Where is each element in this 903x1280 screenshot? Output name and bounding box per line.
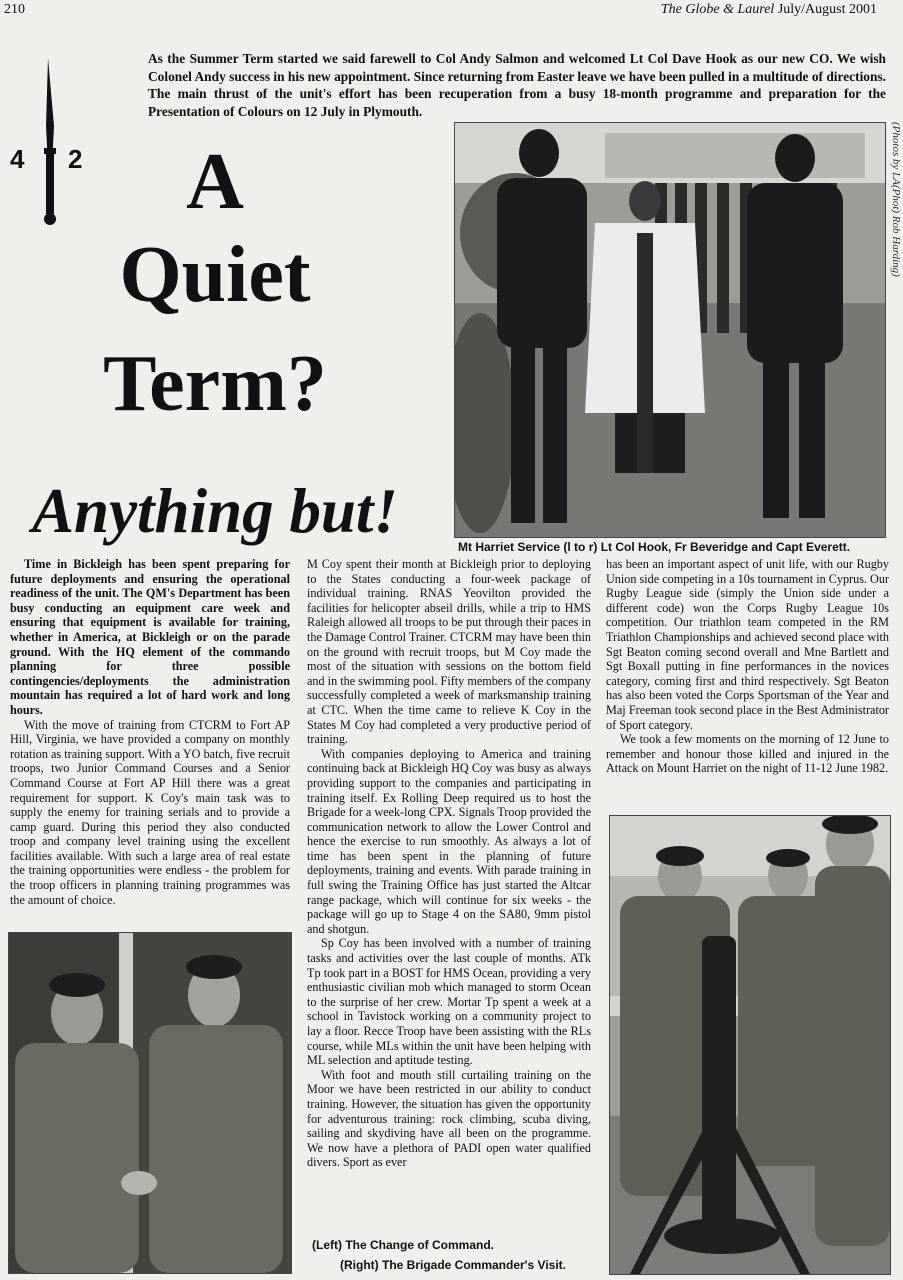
- col2-para-3: Sp Coy has been involved with a number of training tasks and activities over the last couple of months. ATk Tp took part in a BOST for HMS Ocean, providing a very enthusiastic civilian mob which managed to storm Ocean to the surprise of her crew. Mortar Tp spent a week at a school in Tavistock working on a community project to lay a floor. Recce Troop have been assisting with the RLs course, while MLs within the unit have been helping with ML selection and aptitude testing.: [307, 936, 591, 1068]
- headline-line-4: Anything but!: [32, 476, 398, 546]
- issue-date: July/August 2001: [777, 2, 877, 17]
- magazine-title: The Globe & Laurel: [660, 2, 775, 17]
- page-number: 210: [4, 2, 25, 17]
- badge-number-left: 4: [10, 144, 25, 174]
- caption-right-photo: (Right) The Brigade Commander's Visit.: [340, 1258, 566, 1272]
- caption-left-photo: (Left) The Change of Command.: [312, 1238, 494, 1252]
- column-2: [307, 557, 591, 1170]
- col2-para-2: With companies deploying to America and training continuing back at Bickleigh HQ Coy was busy as always providing support to the companies and participating in training itself. Ex Rolling Deep required us to host the Brigade for a week-long CPX. Signals Troop provided the communication network to allow the Lower Control and hence the exercise to run smoothly. As always a lot of time has been spent in the planning of future deployments, training and events. With parade training in full swing the Training Office has just started the Altcar range package, which will continue for six weeks - the package will go up to Stage 4 on the SA80, 9mm pistol and shotgun.: [307, 746, 592, 936]
- col1-para-1: Time in Bickleigh has been spent preparing for future deployments and ensuring the operational readiness of the unit. The QM's Department has been busy conducting an equipment care week and ensuring that equipment is available for training, whether in America, at Bickleigh or on the parade ground. With the HQ element of the commando planning for three possible contingencies/deployments the administration mountain has required a lot of hard work and long hours.: [10, 557, 290, 717]
- col3-para-1: has been an important aspect of unit life, with our Rugby Union side competing in a 10s tournament in Cyprus. Our Rugby League side (simply the Union side under a different code) won the Corps Rugby League 10s competition. Our triathlon team competed in the RM Triathlon Championships and achieved second place with Sgt Beaton coming second overall and Mne Bartlett and Sgt Boxall putting in fine performances in the novices category, coming first and third respectively. Sgt Beaton has also been voted the Corps Sportsman of the Year and Maj Freeman took second place in the Best Administrator of Sport category.: [606, 557, 889, 732]
- photo-mt-harriet-service: [454, 122, 886, 538]
- headline-line-1: A: [186, 138, 244, 226]
- col1-para-2: With the move of training from CTCRM to Fort AP Hill, Virginia, we have provided a company on monthly rotation as training support. With a YO batch, five recruit troops, two Junior Command Courses and a Senior Command Course at Fort AP Hill there was a great requirement for support. K Coy's main task was to supply the enemy for training serials and to provide a camp guard. During this period they also conducted troop and company level training using the excellent facilities available. With such a large area of real estate the training opportunities were endless - the problem for the troop officers in planning training programmes was the amount of choice.: [10, 717, 290, 907]
- caption-top-photo: Mt Harriet Service (l to r) Lt Col Hook, Fr Beveridge and Capt Everett.: [458, 540, 851, 554]
- col2-para-4: With foot and mouth still curtailing training on the Moor we have been restricted in our ability to conduct training. However, the situation has given the opportunity for adventurous training: rock climbing, scuba diving, sailing and skydiving have all been on the programme. We now have a plethora of PADI open water qualified divers. Sport as ever: [307, 1067, 591, 1170]
- headline-line-2: Quiet: [119, 231, 311, 319]
- intro-paragraph: As the Summer Term started we said farewell to Col Andy Salmon and welcomed Lt Col Dave Hook as our new CO. We wish Colonel Andy success in his new appointment. Since returning from Easter leave we have been pulled in a multitude of directions. The main thrust of the unit's effort has been recuperation from a busy 18-month programme and preparation for the Presentation of Colours on 12 July in Plymouth.: [148, 51, 886, 119]
- headline-line-3: Term?: [103, 340, 327, 428]
- column-3: [606, 557, 889, 776]
- photo-brigade-commander-visit: [609, 815, 891, 1275]
- photo-credit: (Photos by LA(Phot) Rob Harding): [890, 122, 902, 277]
- col2-para-1: M Coy spent their month at Bickleigh prior to deploying to the States conducting a four-week package of individual training. RNAS Yeovilton provided the facilities for helicopter abseil drills, while a trip to HMS Raleigh allowed all troops to be put through their paces in the Damage Control Trainer. CTCRM may have been thin on the ground with recruit troops, but M Coy made the most of the situation with sessions on the bottom field and in the swimming pool. Fifty members of the company successfully completed a week of marksmanship training at CTC. When the time came to relieve K Coy in the States M Coy had completed a very productive period of training.: [307, 557, 591, 747]
- badge-number-right: 2: [68, 144, 83, 174]
- col3-para-2: We took a few moments on the morning of 12 June to remember and honour those killed and injured in the Attack on Mount Harriet on the night of 11-12 June 1982.: [606, 732, 889, 776]
- photo-change-of-command: [8, 932, 292, 1274]
- column-1: [10, 557, 290, 907]
- running-header: [661, 2, 877, 18]
